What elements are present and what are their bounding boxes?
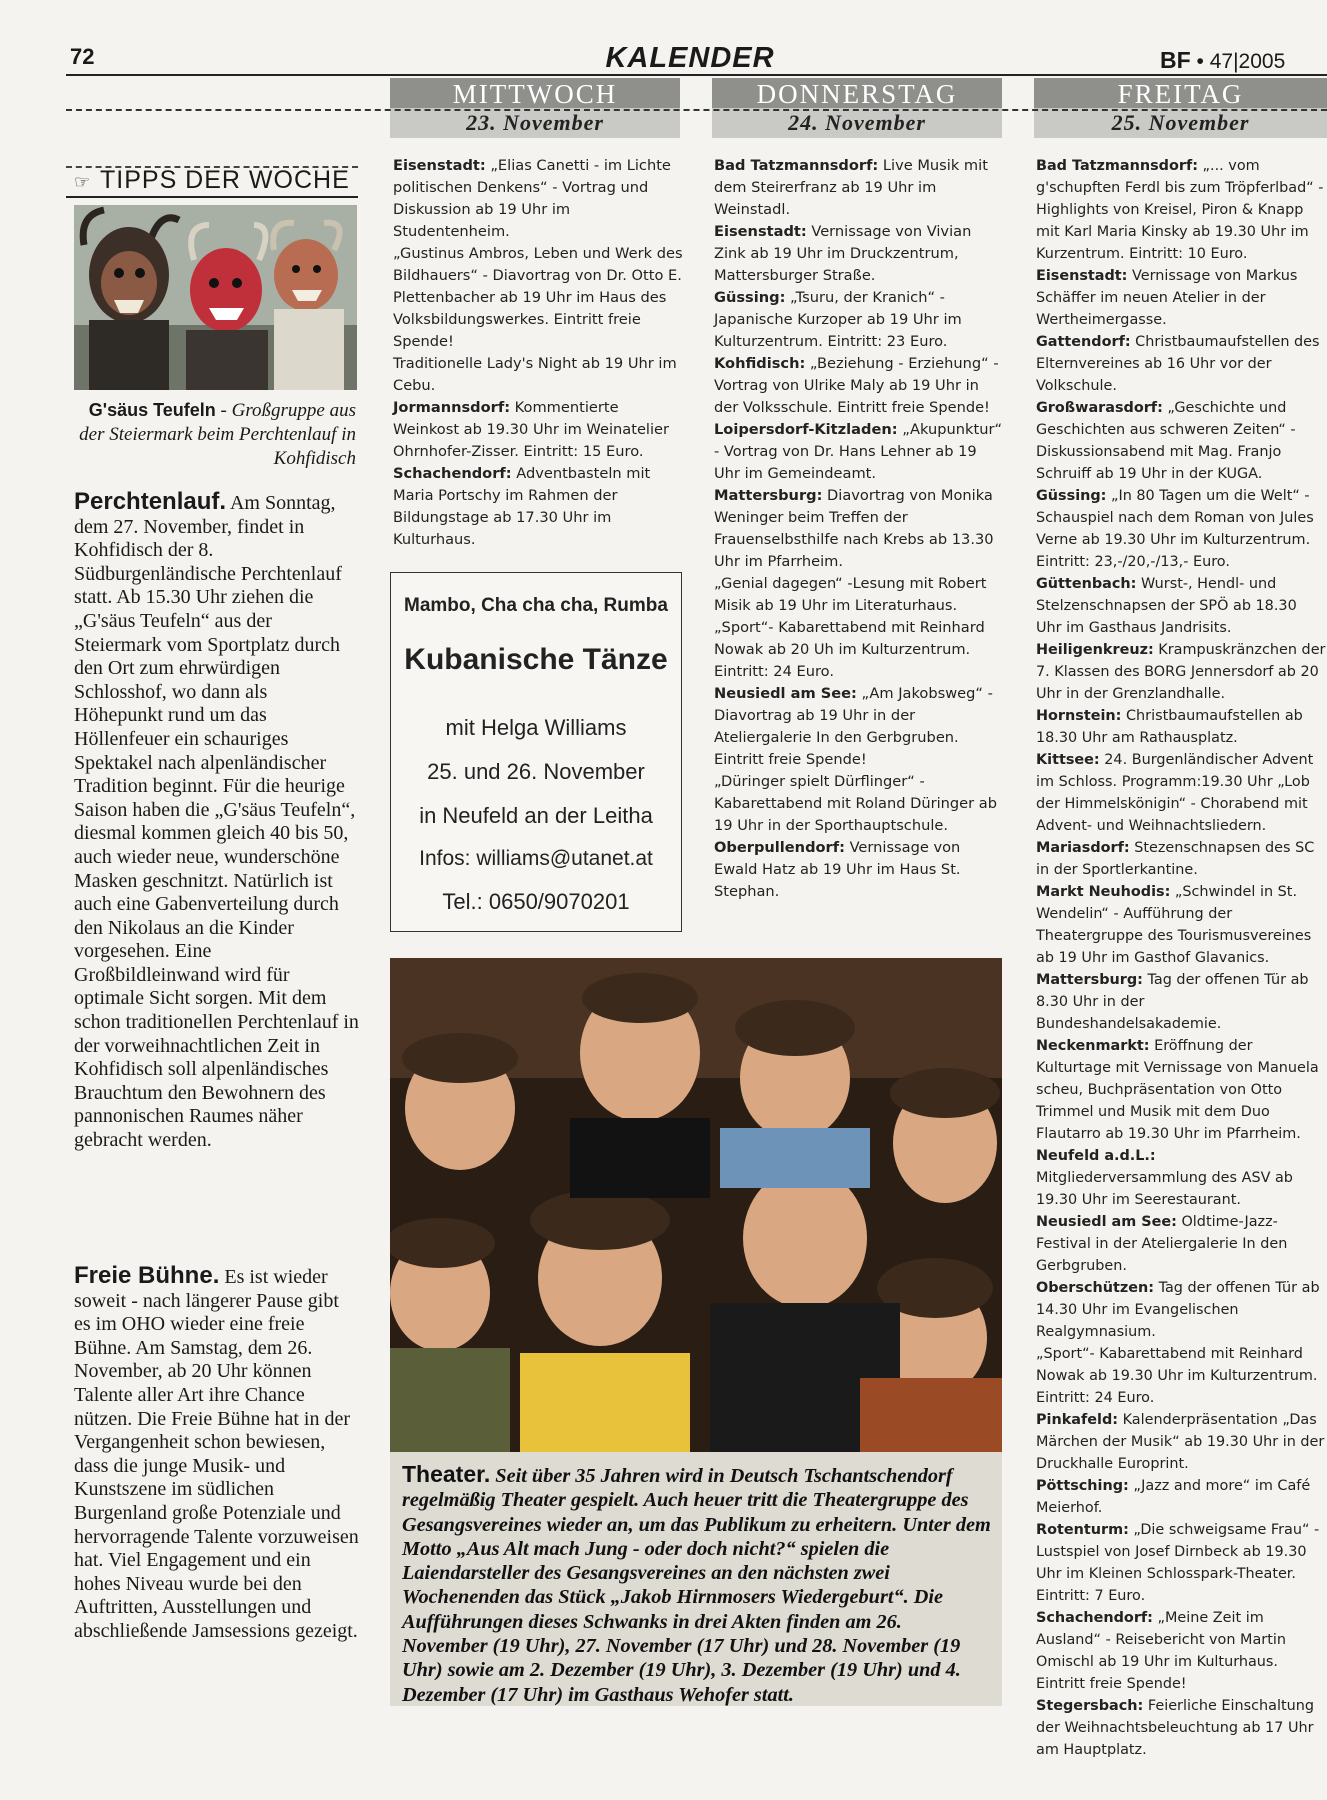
event-text: „Genial dagegen“ -Lesung mit Robert Misik ab 19 Uhr im Literaturhaus. (714, 575, 987, 614)
event-place: Schachendorf: (393, 465, 512, 482)
issue-number: 47|2005 (1209, 50, 1286, 73)
story-freie-buehne (74, 1264, 360, 1644)
page-number: 72 (70, 44, 95, 69)
event-text: „Sport“- Kabarettabend mit Reinhard Nowak ab 20 Uh im Kulturzentrum. Eintritt: 24 Euro. (714, 619, 985, 680)
event-item (393, 155, 683, 243)
event-place: Kittsee: (1036, 752, 1100, 768)
wednesday-listings (393, 155, 683, 551)
ad-location: in Neufeld an der Leitha (419, 803, 653, 828)
event-item (1036, 749, 1326, 837)
story-text: Seit über 35 Jahren wird in Deutsch Tschantschendorf regelmäßig Theater gespielt. Auch heuer tritt die Theatergruppe des Gesangsvereines wieder an, um das Publikum zu erheitern. Unter dem Motto „Aus Alt mach Jung - oder doch nicht?“ spielen die Laiendarsteller des Gesangsvereines an den nächsten zwei Wochenenden das Stück „Jakob Hirnmosers Wiedergeburt“. Die Aufführungen dieses Schwanks in drei Akten finden am 26. November (19 Uhr), 27. November (17 Uhr) und 28. November (19 Uhr) sowie am 2. Dezember (19 Uhr), 3. Dezember (19 Uhr) und 4. Dezember (17 Uhr) im Gasthaus Wehofer statt. (402, 1465, 991, 1706)
event-item (393, 463, 683, 551)
thursday-listings (714, 155, 1006, 903)
section-title: KALENDER (605, 42, 775, 74)
event-item (1036, 485, 1326, 573)
event-text: „Geschichte und Geschichten aus schweren Zeiten“ - Diskussionsabend mit Mag. Franjo Schruiff ab 19 Uhr in der KUGA. (1036, 400, 1296, 482)
dance-advertisement (390, 572, 682, 932)
day-name: MITTWOCH (390, 78, 680, 108)
event-text: „Meine Zeit im Ausland“ - Reisebericht von Martin Omischl ab 19 Uhr im Kulturhaus. Eintritt freie Spende! (1036, 1610, 1286, 1692)
event-place: Neufeld a.d.L.: (1036, 1148, 1156, 1164)
event-text: Adventbasteln mit Maria Portschy im Rahmen der Bildungstage ab 17.30 Uhr im Kulturhaus. (393, 465, 651, 548)
event-place: Neusiedl am See: (1036, 1214, 1177, 1230)
event-text: „Jazz and more“ im Café Meierhof. (1036, 1478, 1311, 1516)
event-text: Live Musik mit dem Steirerfranz ab 19 Uhr im Weinstadl. (714, 157, 988, 218)
day-header-thursday (712, 78, 1002, 138)
event-text: „In 80 Tagen um die Welt“ - Schauspiel nach dem Roman von Jules Verne ab 19.30 Uhr im Kulturzentrum. Eintritt: 23,-/20,-/13,- Euro. (1036, 488, 1314, 570)
event-place: Schachendorf: (1036, 1610, 1153, 1626)
event-place: Eisenstadt: (714, 223, 807, 240)
event-place: Güttenbach: (1036, 576, 1137, 592)
event-text: Krampuskränzchen der 7. Klassen des BORG Jennersdorf ab 20 Uhr in der Grenzlandhalle. (1036, 642, 1326, 702)
ad-email: Infos: williams@utanet.at (419, 847, 653, 870)
event-text: Oldtime-Jazz-Festival in der Ateliergalerie In den Gerbgruben. (1036, 1214, 1288, 1274)
event-item (1036, 639, 1326, 705)
event-place: Markt Neuhodis: (1036, 884, 1171, 900)
event-text: Wurst-, Hendl- und Stelzenschnapsen der SPÖ ab 18.30 Uhr im Gasthaus Jandrisits. (1036, 576, 1297, 636)
event-place: Eisenstadt: (393, 157, 486, 174)
header-rule (66, 74, 1327, 76)
event-text: „Am Jakobsweg“ - Diavortrag ab 19 Uhr in der Ateliergalerie In den Gerbgruben. Eintritt freie Spende! (714, 685, 993, 768)
theater-story (402, 1462, 992, 1707)
event-place: Mariasdorf: (1036, 840, 1130, 856)
event-place: Hornstein: (1036, 708, 1122, 724)
event-item (714, 485, 1006, 573)
event-text: Mitgliederversammlung des ASV ab 19.30 Uhr im Seerestaurant. (1036, 1170, 1293, 1208)
story-lead: Perchtenlauf. (74, 488, 227, 515)
event-place: Bad Tatzmannsdorf: (1036, 158, 1198, 174)
event-place: Gattendorf: (1036, 334, 1131, 350)
day-name: FREITAG (1034, 78, 1327, 108)
event-item (1036, 1519, 1326, 1607)
event-text: „Gustinus Ambros, Leben und Werk des Bildhauers“ - Diavortrag von Dr. Otto E. Plettenbacher ab 19 Uhr im Haus des Volksbildungswerkes. Eintritt freie Spende! (393, 245, 683, 350)
day-date: 23. November (466, 110, 604, 135)
event-text: Christbaumaufstellen des Elternvereines ab 16 Uhr vor der Volkschule. (1036, 334, 1320, 394)
event-item (393, 397, 683, 463)
event-item (393, 353, 683, 397)
event-place: Stegersbach: (1036, 1698, 1144, 1714)
event-text: Stezenschnapsen des SC in der Sportlerkantine. (1036, 840, 1315, 878)
ad-dates: 25. und 26. November (427, 759, 645, 784)
event-text: Traditionelle Lady's Night ab 19 Uhr im Cebu. (393, 355, 677, 394)
ad-headline: Kubanische Tänze (404, 643, 668, 676)
ad-phone: Tel.: 0650/9070201 (442, 889, 630, 914)
event-item (714, 837, 1006, 903)
event-item (714, 155, 1006, 221)
event-text: „Düringer spielt Dürflinger“ - Kabarettabend mit Roland Düringer ab 19 Uhr in der Sporthauptschule. (714, 773, 997, 834)
separator-dot: • (1196, 50, 1204, 73)
friday-listings (1036, 155, 1326, 1761)
caption-lead: G'säus Teufeln (88, 400, 216, 420)
day-date: 24. November (788, 110, 926, 135)
event-item (1036, 881, 1326, 969)
event-item (1036, 705, 1326, 749)
event-text: „Sport“- Kabarettabend mit Reinhard Nowak ab 19.30 Uhr im Kulturzentrum. Eintritt: 24 Euro. (1036, 1346, 1318, 1406)
caption-text: - Großgruppe aus der Steiermark beim Perchtenlauf in Kohfidisch (79, 400, 356, 469)
event-text: Kalenderpräsentation „Das Märchen der Musik“ ab 19.30 Uhr in der Druckhalle Europrint. (1036, 1412, 1325, 1472)
day-name: DONNERSTAG (712, 78, 1002, 108)
issue-info (1160, 47, 1285, 74)
event-text: Eröffnung der Kulturtage mit Vernissage von Manuela scheu, Buchpräsentation von Otto Trimmel und Musik mit dem Duo Flautarro ab 19.30 Uhr im Pfarrheim. (1036, 1038, 1319, 1142)
event-place: Bad Tatzmannsdorf: (714, 157, 879, 174)
event-text: Kommentierte Weinkost ab 19.30 Uhr im Weinatelier Ohrnhofer-Zisser. Eintritt: 15 Euro. (393, 399, 670, 460)
event-item (714, 683, 1006, 771)
event-place: Rotenturm: (1036, 1522, 1129, 1538)
event-text: Tag der offenen Tür ab 8.30 Uhr in der Bundeshandelsakademie. (1036, 972, 1309, 1032)
event-item (714, 353, 1006, 419)
ad-dance-styles: Mambo, Cha cha cha, Rumba (404, 595, 668, 616)
event-item (1036, 265, 1326, 331)
event-text: „Elias Canetti - im Lichte politischen Denkens“ - Vortrag und Diskussion ab 19 Uhr im Studentenheim. (393, 157, 671, 240)
perchten-masks-photo (74, 205, 357, 390)
event-item (714, 573, 1006, 617)
event-item (1036, 1695, 1326, 1761)
event-text: „Tsuru, der Kranich“ - Japanische Kurzoper ab 19 Uhr im Kulturzentrum. Eintritt: 23 Euro. (714, 289, 962, 350)
event-text: Diavortrag von Monika Weninger beim Treffen der Frauenselbsthilfe nach Krebs ab 13.30 Uhr im Pfarrheim. (714, 487, 994, 570)
event-text: „Beziehung - Erziehung“ - Vortrag von Ulrike Maly ab 19 Uhr in der Volksschule. Eintritt freie Spende! (714, 355, 999, 416)
event-item (1036, 573, 1326, 639)
event-place: Jormannsdorf: (393, 399, 511, 416)
event-text: 24. Burgenländischer Advent im Schloss. Programm:19.30 Uhr „Lob der Himmelskönigin“ - Chorabend mit Advent- und Weihnachtsliedern. (1036, 752, 1314, 834)
event-place: Oberschützen: (1036, 1280, 1154, 1296)
event-item (1036, 1475, 1326, 1519)
event-item (1036, 837, 1326, 881)
event-item (1036, 1211, 1326, 1277)
event-text: Tag der offenen Tür ab 14.30 Uhr im Evangelischen Realgymnasium. (1036, 1280, 1320, 1340)
day-header-wednesday (390, 78, 680, 138)
event-item (1036, 155, 1326, 265)
header-dashed-rule (66, 109, 1327, 111)
event-place: Güssing: (714, 289, 786, 306)
event-place: Neusiedl am See: (714, 685, 857, 702)
event-item (714, 287, 1006, 353)
event-item (393, 243, 683, 353)
event-place: Oberpullendorf: (714, 839, 845, 856)
event-item (714, 617, 1006, 683)
event-item (1036, 1035, 1326, 1145)
event-text: „Akupunktur“ - Vortrag von Dr. Hans Lehner ab 19 Uhr im Gemeindeamt. (714, 421, 1003, 482)
story-perchtenlauf (74, 490, 360, 1153)
event-place: Pöttsching: (1036, 1478, 1129, 1494)
event-place: Güssing: (1036, 488, 1107, 504)
event-text: „Die schweigsame Frau“ - Lustspiel von Josef Dirnbeck ab 19.30 Uhr im Kleinen Schlosspark-Theater. Eintritt: 7 Euro. (1036, 1522, 1320, 1604)
event-place: Eisenstadt: (1036, 268, 1128, 284)
event-text: „... vom g'schupften Ferdl bis zum Tröpferlbad“ - Highlights von Kreisel, Piron & Knapp mit Karl Maria Kinsky ab 19.30 Uhr im Kurzentrum. Eintritt: 10 Euro. (1036, 158, 1324, 262)
event-text: Feierliche Einschaltung der Weihnachtsbeleuchtung ab 17 Uhr am Hauptplatz. (1036, 1698, 1315, 1758)
event-item (1036, 1145, 1326, 1211)
event-text: „Schwindel in St. Wendelin“ - Aufführung der Theatergruppe des Tourismusvereines ab 19 Uhr im Gasthof Glavanics. (1036, 884, 1312, 966)
event-place: Loipersdorf-Kitzladen: (714, 421, 898, 438)
event-place: Neckenmarkt: (1036, 1038, 1150, 1054)
event-place: Großwarasdorf: (1036, 400, 1163, 416)
event-item (714, 419, 1006, 485)
event-place: Heiligenkreuz: (1036, 642, 1154, 658)
event-place: Kohfidisch: (714, 355, 806, 372)
event-item (1036, 397, 1326, 485)
event-item (714, 221, 1006, 287)
story-lead: Freie Bühne. (74, 1262, 220, 1289)
event-place: Mattersburg: (714, 487, 823, 504)
publication-name: BF (1160, 47, 1191, 73)
pointing-hand-icon: ☞ (74, 172, 91, 192)
event-item (714, 771, 1006, 837)
event-place: Mattersburg: (1036, 972, 1143, 988)
event-item (1036, 331, 1326, 397)
event-item (1036, 969, 1326, 1035)
event-text: Vernissage von Markus Schäffer im neuen Atelier in der Wertheimergasse. (1036, 268, 1298, 328)
story-lead: Theater. (402, 1461, 491, 1487)
event-place: Pinkafeld: (1036, 1412, 1119, 1428)
story-text: Es ist wieder soweit - nach längerer Pause gibt es im OHO wieder eine freie Bühne. Am Samstag, dem 26. November, ab 20 Uhr können Talente aller Art ihre Chance nützen. Die Freie Bühne hat in der Vergangenheit schon bewiesen, dass die junge Musik- und Kunstszene im südlichen Burgenland große Potenziale und hervorragende Talente vorzuweisen hat. Viel Engagement und ein hohes Niveau wurde bei den Auftritten, Ausstellungen und abschließende Jamsessions gezeigt. (74, 1266, 359, 1642)
theater-group-photo (390, 958, 1002, 1452)
event-text: Vernissage von Vivian Zink ab 19 Uhr im Druckzentrum, Mattersburger Straße. (714, 223, 972, 284)
event-text: Christbaumaufstellen ab 18.30 Uhr am Rathausplatz. (1036, 708, 1303, 746)
event-item (1036, 1277, 1326, 1343)
ad-instructor: mit Helga Williams (445, 715, 627, 740)
day-header-friday (1034, 78, 1327, 138)
event-item (1036, 1607, 1326, 1695)
event-text: Vernissage von Ewald Hatz ab 19 Uhr im Haus St. Stephan. (714, 839, 961, 900)
event-item (1036, 1343, 1326, 1409)
tips-title: TIPPS DER WOCHE (100, 166, 350, 194)
photo-caption (74, 398, 356, 471)
story-text: Am Sonntag, dem 27. November, findet in Kohfidisch der 8. Südburgenländische Perchtenlauf statt. Ab 15.30 Uhr ziehen die „G'säus Teufeln“ aus der Steiermark vom Sportplatz durch den Ort zum ehrwürdigen Schlosshof, wo dann als Höhepunkt rund um das Höllenfeuer ein schauriges Spektakel nach alpenländischer Tradition beginnt. Für die heurige Saison haben die „G'säus Teufeln“, diesmal kommen gleich 40 bis 50, auch wieder neue, wunderschöne Masken geschnitzt. Natürlich ist auch eine Gabenverteilung durch den Nikolaus an die Kinder vorgesehen. Eine Großbildleinwand wird für optimale Sicht sorgen. Mit dem schon traditionellen Perchtenlauf in der vorweihnachtlichen Zeit in Kohfidisch soll alpenländisches Brauchtum den Bewohnern des pannonischen Raumes näher gebracht werden. (74, 492, 359, 1152)
day-date: 25. November (1111, 110, 1250, 135)
event-item (1036, 1409, 1326, 1475)
